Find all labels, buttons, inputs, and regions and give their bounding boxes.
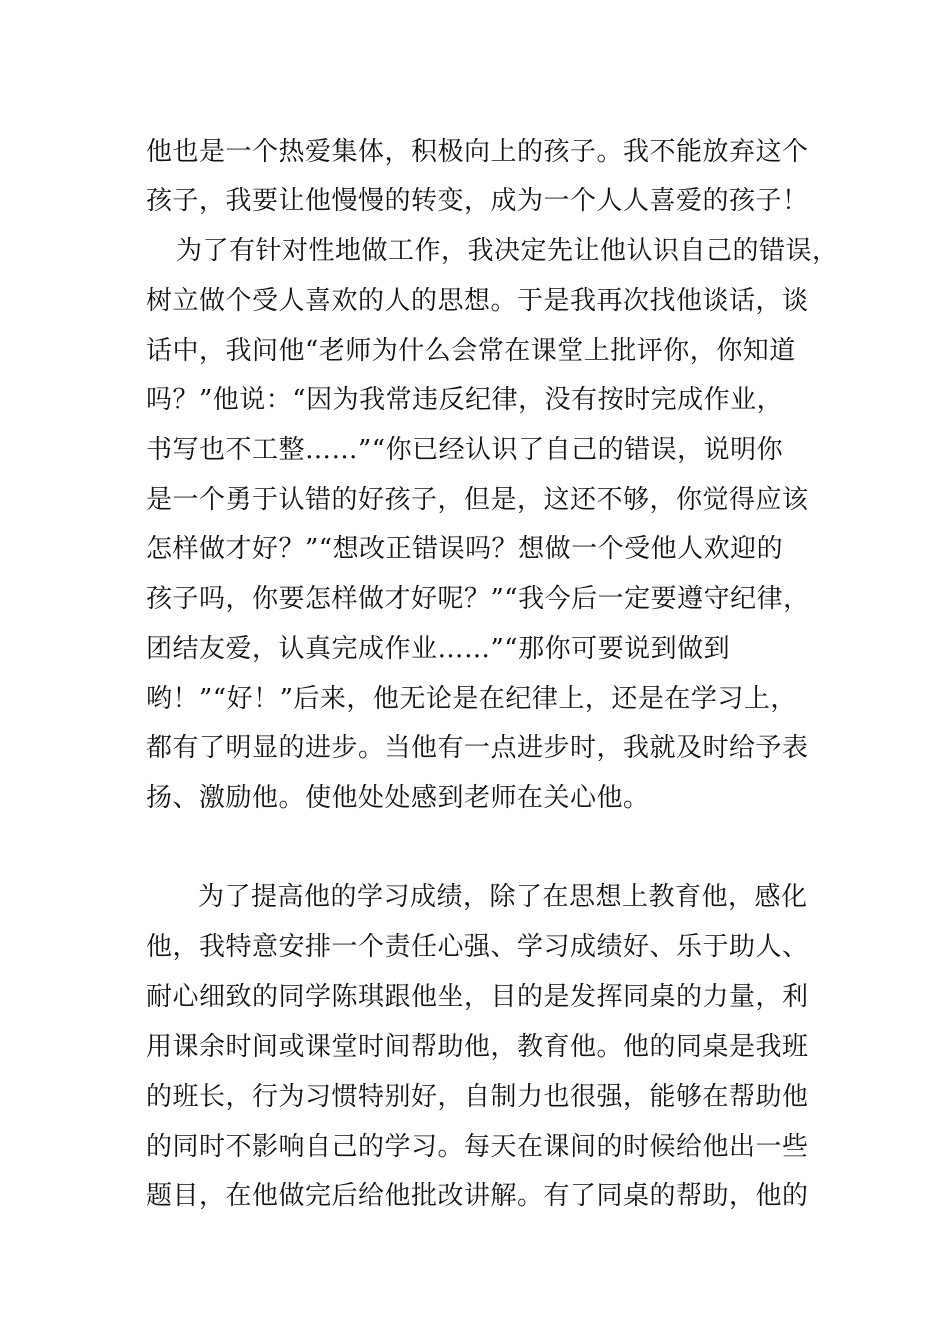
text-line: 孩子，我要让他慢慢的转变，成为一个人人喜爱的孩子！ [146,186,809,216]
text-line: 书写也不工整……”“你已经认识了自己的错误，说明你 [146,435,784,465]
text-line: 扬、激励他。使他处处感到老师在关心他。 [146,783,650,813]
text-line: 话中，我问他“老师为什么会常在课堂上批评你，你知道 [146,336,796,366]
text-line: 他也是一个热爱集体，积极向上的孩子。我不能放弃这个 [146,137,809,167]
text-line: 哟！”“好！”后来，他无论是在纪律上，还是在学习上， [146,684,797,714]
text-line: 怎样做才好？”“想改正错误吗？想做一个受他人欢迎的 [146,534,784,564]
text-line: 的同时不影响自己的学习。每天在课间的时候给他出一些 [146,1132,809,1162]
text-line: 为了提高他的学习成绩，除了在思想上教育他，感化 [198,882,808,912]
text-line: 是一个勇于认错的好孩子，但是，这还不够，你觉得应该 [146,485,809,515]
text-line: 都有了明显的进步。当他有一点进步时，我就及时给予表 [146,733,809,763]
text-line: 他，我特意安排一个责任心强、学习成绩好、乐于助人、 [146,932,809,962]
text-line: 用课余时间或课堂时间帮助他，教育他。他的同桌是我班 [146,1032,809,1062]
text-line: 树立做个受人喜欢的人的思想。于是我再次找他谈话，谈 [146,286,809,316]
text-line: 团结友爱，认真完成作业……”“那你可要说到做到 [146,634,731,664]
text-line: 孩子吗，你要怎样做才好呢？”“我今后一定要遵守纪律， [146,584,810,614]
text-line: 为了有针对性地做工作，我决定先让他认识自己的错误， [176,236,839,266]
text-line: 吗？”他说：“因为我常违反纪律，没有按时完成作业， [146,385,784,415]
text-line: 耐心细致的同学陈琪跟他坐，目的是发挥同桌的力量，利 [146,982,809,1012]
text-line: 题目，在他做完后给他批改讲解。有了同桌的帮助，他的 [146,1181,809,1211]
text-line: 的班长，行为习惯特别好，自制力也很强，能够在帮助他 [146,1082,809,1112]
